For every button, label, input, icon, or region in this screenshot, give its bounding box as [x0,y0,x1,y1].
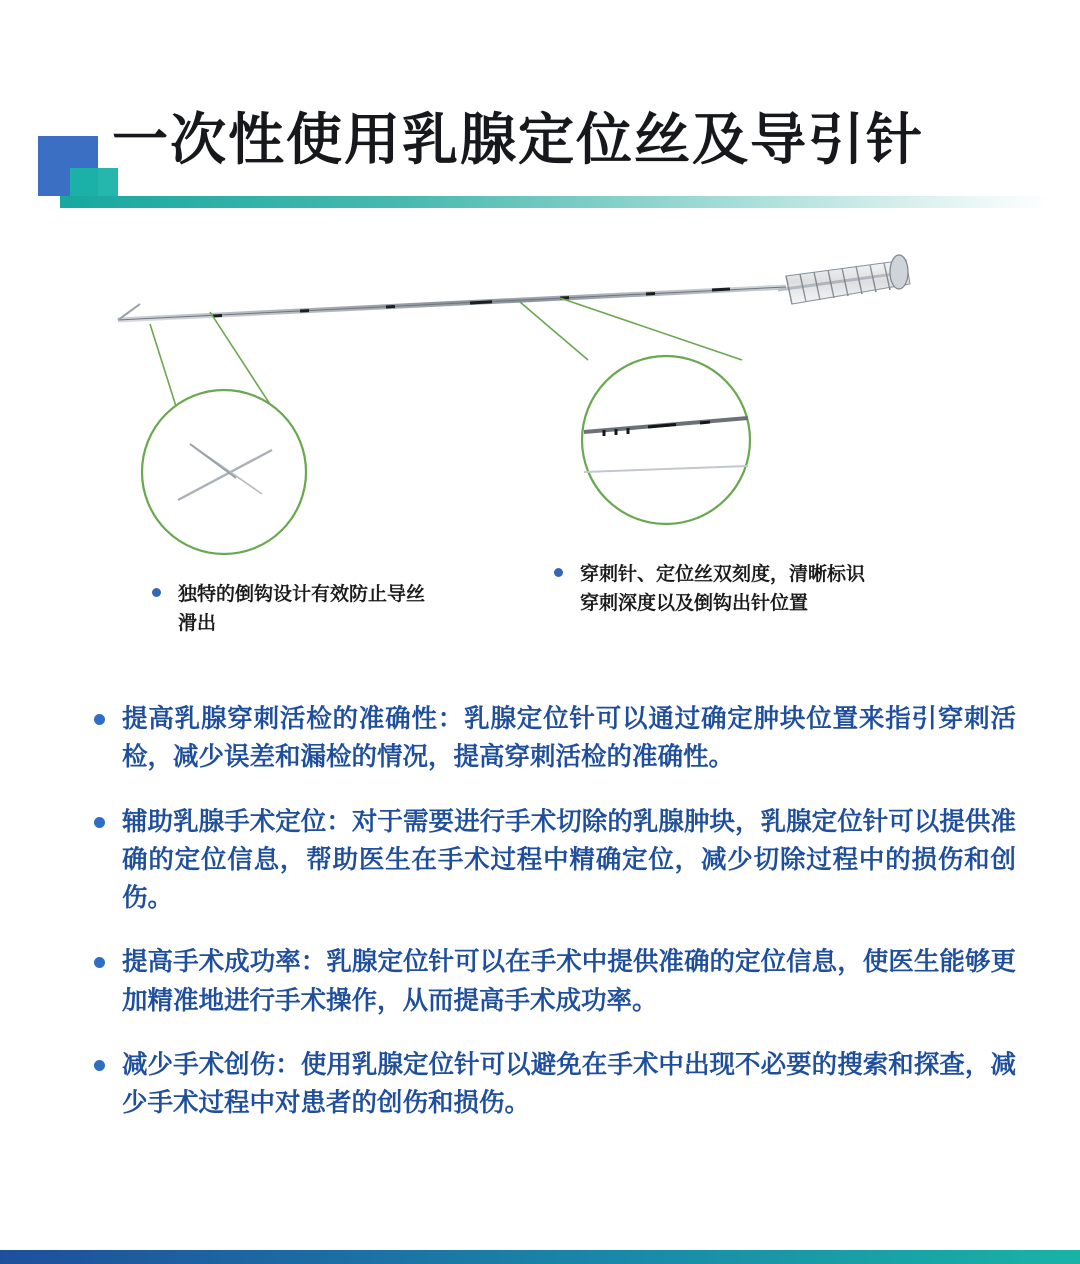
callout-text: 穿刺针、定位丝双刻度，清晰标识穿刺深度以及倒钩出针位置 [580,563,866,615]
list-item-lead: 提高手术成功率： [122,947,327,978]
bullet-dot-icon [94,817,105,828]
callout-barb-design [178,580,438,639]
product-illustration [0,232,1080,672]
list-item-body: 乳腺定位针可以在手术中提供准确的定位信息，使医生能够更加精准地进行手术操作，从而提高手术成功率。 [122,947,1016,1016]
list-item-body: 对于需要进行手术切除的乳腺肿块，乳腺定位针可以提供准确的定位信息，帮助医生在手术过程中精确定位，减少切除过程中的损伤和创伤。 [122,806,1016,913]
needle-hub [778,255,910,304]
bullet-dot-icon [94,714,105,725]
page-header [0,0,1080,230]
bullet-dot-icon [94,1060,105,1071]
zoom-circle-right [520,298,750,524]
title-underline-rule [60,196,1050,208]
benefit-list [72,700,1016,1148]
zoom-circle-left [142,312,306,554]
list-item [72,700,1016,777]
needle-shaft [118,287,786,320]
list-item [72,943,1016,1020]
list-item-lead: 减少手术创伤： [122,1049,301,1080]
list-item-lead: 提高乳腺穿刺活检的准确性： [122,704,465,734]
callout-bullet-dot [152,588,161,597]
callout-text: 独特的倒钩设计有效防止导丝滑出 [178,583,426,635]
list-item [72,1046,1016,1123]
list-item-body: 使用乳腺定位针可以避免在手术中出现不必要的搜索和探查，减少手术过程中对患者的创伤和损伤。 [122,1049,1016,1118]
page-title: 一次性使用乳腺定位丝及导引针 [112,108,924,173]
callout-bullet-dot [554,568,563,577]
list-item [72,803,1016,918]
list-item-body: 乳腺定位针可以通过确定肿块位置来指引穿刺活检，减少误差和漏检的情况，提高穿刺活检的准确性。 [122,704,1016,773]
list-item-lead: 辅助乳腺手术定位： [122,806,352,837]
callout-dual-scale [580,560,880,619]
footer-accent-bar [0,1250,1080,1264]
bullet-dot-icon [94,957,105,968]
